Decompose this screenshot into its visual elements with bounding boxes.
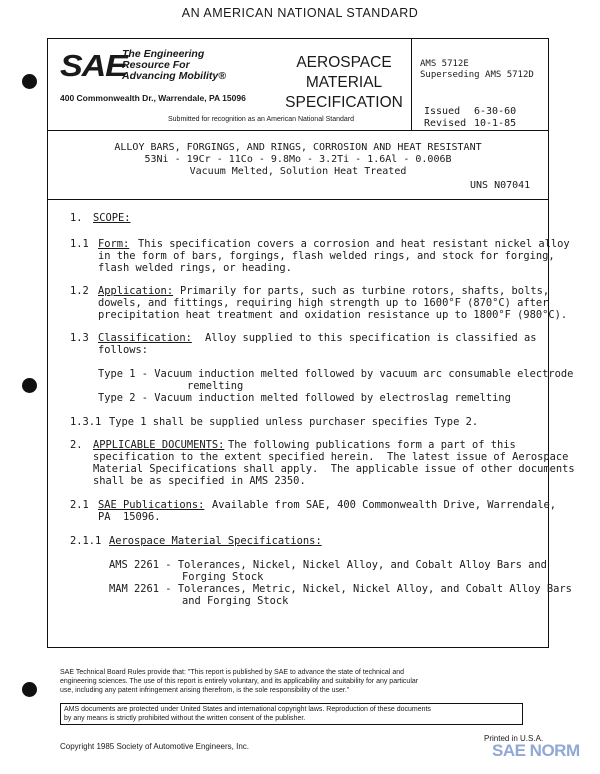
section-2-1-1-number: 2.1.1	[70, 535, 102, 547]
section-2-line-4: shall be as specified in AMS 2350.	[93, 475, 306, 487]
spec-title-line-3: SPECIFICATION	[285, 94, 403, 111]
technical-board-notice	[60, 668, 530, 695]
uns-number: UNS N07041	[470, 180, 531, 191]
type-1-line-2: remelting	[187, 380, 244, 392]
subject-line-2: 53Ni - 19Cr - 11Co - 9.8Mo - 3.2Ti - 1.6Al - 0.006B	[144, 154, 452, 165]
copyright-line: Copyright 1985 Society of Automotive Engineers, Inc.	[60, 742, 249, 751]
section-1-2-number: 1.2	[70, 285, 89, 297]
notice-line-3: use, including any patent infringement arising therefrom, is the sole responsibility of the user."	[60, 687, 350, 694]
section-1-1-number: 1.1	[70, 238, 89, 250]
section-2-heading: APPLICABLE DOCUMENTS:	[93, 439, 225, 451]
section-2-1-1-heading: Aerospace Material Specifications:	[109, 535, 322, 547]
spec-title-line-1: AEROSPACE	[296, 54, 392, 71]
type-2-line: Type 2 - Vacuum induction melted followed by electroslag remelting	[98, 392, 511, 404]
section-1-1-heading: Form:	[98, 238, 130, 250]
issued-date: 6-30-60	[474, 106, 517, 117]
section-1-1-line-1: This specification covers a corrosion and heat resistant nickel alloy	[138, 238, 570, 250]
section-2-1-line-2: PA 15096.	[98, 511, 161, 523]
sae-norm-watermark: SAE NORM	[492, 741, 580, 760]
printed-in: Printed in U.S.A.	[484, 734, 544, 743]
header-divider	[48, 130, 548, 131]
superseding-number: Superseding AMS 5712D	[420, 70, 534, 80]
revised-date: 10-1-85	[474, 118, 517, 129]
section-1-heading: SCOPE:	[93, 212, 131, 224]
subject-line-3: Vacuum Melted, Solution Heat Treated	[189, 166, 407, 177]
section-1-1-line-3: flash welded rings, or heading.	[98, 262, 292, 274]
issued-label: Issued	[424, 106, 461, 117]
section-1-2-line-2: dowels, and fittings, requiring high strength up to 1600°F (870°C) after	[98, 297, 549, 309]
ref-ams-2261-line-1: AMS 2261 - Tolerances, Nickel, Nickel Alloy, and Cobalt Alloy Bars and	[109, 559, 547, 571]
section-2-1-number: 2.1	[70, 499, 89, 511]
spec-title-line-2: MATERIAL	[305, 74, 383, 91]
punch-hole-middle	[22, 378, 37, 393]
section-2-number: 2.	[70, 439, 83, 451]
sae-logo: SAE	[60, 48, 127, 83]
punch-hole-bottom	[22, 682, 37, 697]
revised-label: Revised	[424, 118, 467, 129]
section-1-3-line-1: Alloy supplied to this specification is classified as	[205, 332, 537, 344]
section-2-1-line-1: Available from SAE, 400 Commonwealth Drive, Warrendale,	[212, 499, 557, 511]
section-1-2-heading: Application:	[98, 285, 174, 297]
section-1-2-line-1: Primarily for parts, such as turbine rotors, shafts, bolts,	[180, 285, 550, 297]
tagline-line-2: Resource For	[122, 59, 190, 71]
section-1-1-line-2: in the form of bars, forgings, flash welded rings, and stock for forging,	[98, 250, 555, 262]
subject-divider	[48, 199, 548, 200]
copyright-notice-line-2: by any means is strictly prohibited without the written consent of the publisher.	[64, 715, 306, 722]
section-1-3-1-number: 1.3.1	[70, 416, 102, 428]
copyright-notice-box	[60, 703, 523, 725]
publisher-address: 400 Commonwealth Dr., Warrendale, PA 15096	[60, 93, 246, 103]
type-1-line-1: Type 1 - Vacuum induction melted followed by vacuum arc consumable electrode	[98, 368, 574, 380]
top-banner: AN AMERICAN NATIONAL STANDARD	[181, 6, 419, 20]
submitted-notice: Submitted for recognition as an American National Standard	[168, 116, 354, 123]
tagline-line-3: Advancing Mobility®	[122, 70, 226, 82]
section-1-number: 1.	[70, 212, 83, 224]
section-2-line-1: The following publications form a part of this	[228, 439, 516, 451]
punch-hole-top	[22, 74, 37, 89]
section-1-3-1-text: Type 1 shall be supplied unless purchaser specifies Type 2.	[109, 416, 479, 428]
ref-mam-2261-line-1: MAM 2261 - Tolerances, Metric, Nickel, Nickel Alloy, and Cobalt Alloy Bars	[109, 583, 572, 595]
section-1-3-line-2: follows:	[98, 344, 149, 356]
section-1-2-line-3: precipitation heat treatment and oxidation resistance up to 1800°F (980°C).	[98, 309, 568, 321]
document-number: AMS 5712E	[420, 59, 469, 69]
tagline-line-1: The Engineering	[122, 48, 205, 60]
copyright-notice-line-1: AMS documents are protected under United States and international copyright laws. Reproduction of these documents	[64, 706, 431, 713]
section-2-1-heading: SAE Publications:	[98, 499, 205, 511]
ref-mam-2261-line-2: and Forging Stock	[182, 595, 289, 607]
ref-ams-2261-line-2: Forging Stock	[182, 571, 264, 583]
section-2-line-3: Material Specifications shall apply. The applicable issue of other documents	[93, 463, 575, 475]
subject-line-1: ALLOY BARS, FORGINGS, AND RINGS, CORROSION AND HEAT RESISTANT	[114, 142, 482, 153]
section-2-line-2: specification to the extent specified herein. The latest issue of Aerospace	[93, 451, 569, 463]
section-1-3-heading: Classification:	[98, 332, 192, 344]
notice-line-1: SAE Technical Board Rules provide that: "This report is published by SAE to advance the state of technical and	[60, 669, 404, 676]
section-1-3-number: 1.3	[70, 332, 89, 344]
notice-line-2: engineering sciences. The use of this report is entirely voluntary, and its applicability and suitability for any particular	[60, 678, 419, 685]
